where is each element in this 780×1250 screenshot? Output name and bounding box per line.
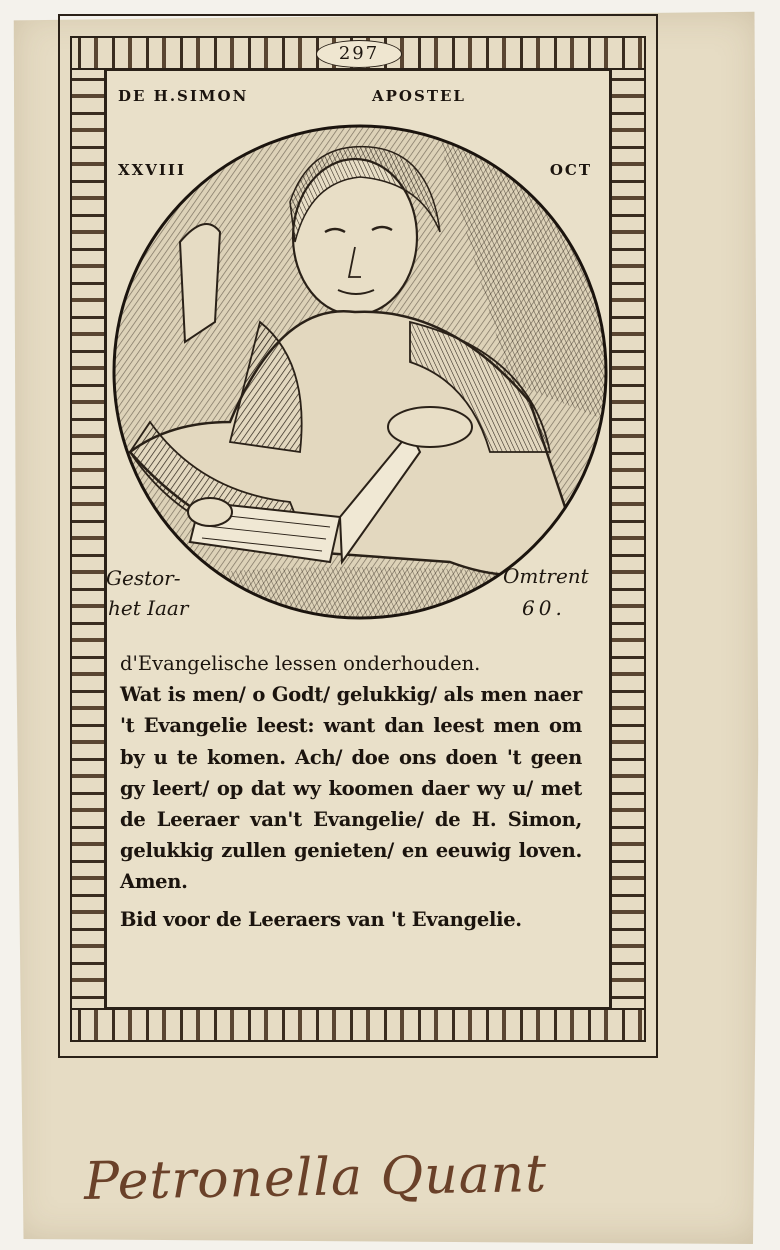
text-prayer: Bid voor de Leeraers van 't Evangelie. bbox=[120, 907, 522, 931]
ornamental-border-left bbox=[70, 36, 106, 1042]
saint-portrait-medallion bbox=[110, 122, 610, 622]
caption-left-line1: Gestor- bbox=[106, 566, 181, 590]
handwritten-signature: Petronella Quant bbox=[83, 1143, 548, 1213]
text-block bbox=[120, 648, 582, 935]
caption-right-line1: Omtrent bbox=[503, 564, 589, 588]
saint-title: APOSTEL bbox=[372, 87, 466, 105]
text-first-line: d'Evangelische lessen onderhouden. bbox=[120, 652, 481, 675]
saint-name: DE H.SIMON bbox=[118, 87, 249, 105]
text-paragraph: Wat is men/ o Godt/ gelukkig/ als men naer 't Evangelie leest: want dan leest men om by u te komen. Ach/ doe ons doen 't geen gy leert/ op dat wy koomen daer wy u/ met de Leeraer van't Evangelie/ de H. Simon, gelukkig zullen genieten/ en eeuwig loven. Amen. bbox=[120, 683, 582, 894]
ornamental-border-right bbox=[610, 36, 646, 1042]
page-number: 297 bbox=[316, 40, 402, 68]
caption-left-line2: het Iaar bbox=[108, 596, 189, 620]
ornamental-border-bottom bbox=[70, 1008, 646, 1042]
feast-month: OCT bbox=[549, 161, 592, 179]
feast-day: XXVIII bbox=[118, 161, 186, 179]
caption-right-line2: 60. bbox=[522, 596, 566, 620]
